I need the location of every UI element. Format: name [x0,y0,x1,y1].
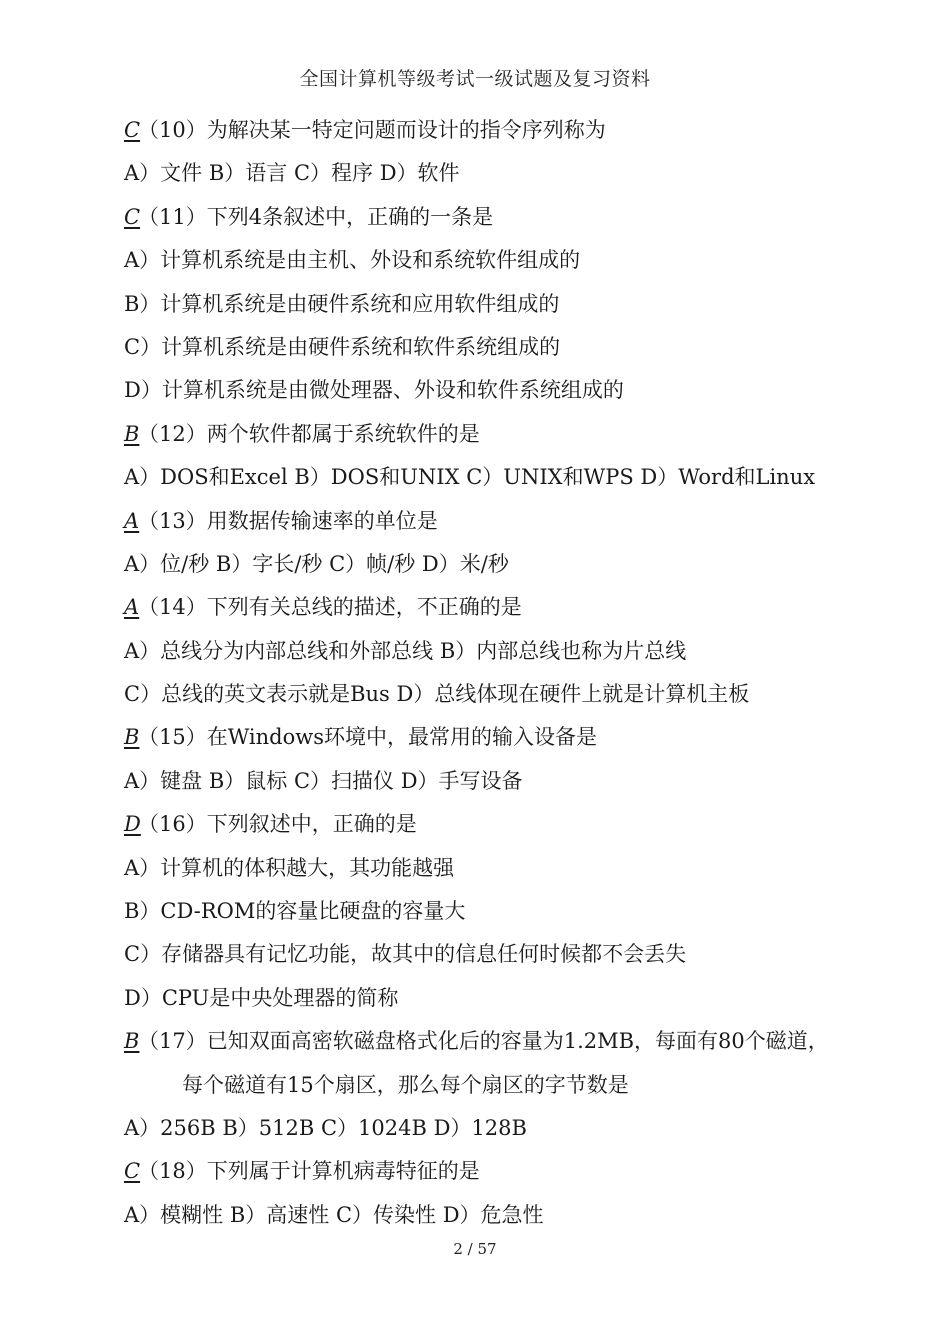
question-line [124,716,884,759]
question-text: （17）已知双面高密软磁盘格式化后的容量为1.2MB，每面有80个磁道， [138,1029,829,1054]
question-line [124,1150,884,1193]
option-line [124,1194,884,1237]
question-list [124,109,884,1237]
option-line [124,1107,884,1150]
option-text: A）计算机系统是由主机、外设和系统软件组成的 [124,248,581,273]
question-line [124,196,884,239]
option-line [124,152,884,195]
answer-mark: A [124,595,140,620]
question-line [124,803,884,846]
option-line [124,673,884,716]
option-text: C）存储器具有记忆功能，故其中的信息任何时候都不会丢失 [124,942,687,967]
option-text: C）计算机系统是由硬件系统和软件系统组成的 [124,334,561,359]
option-text: C）总线的英文表示就是Bus D）总线体现在硬件上就是计算机主板 [124,682,750,707]
answer-mark: B [124,421,140,446]
question-text: （18）下列属于计算机病毒特征的是 [138,1159,480,1184]
option-line [124,977,884,1020]
option-text: A）位/秒 B）字长/秒 C）帧/秒 D）米/秒 [124,551,509,576]
option-line [124,326,884,369]
option-line [124,456,884,499]
option-line [124,283,884,326]
option-text: A）模糊性 B）高速性 C）传染性 D）危急性 [124,1202,544,1227]
question-text: （10）为解决某一特定问题而设计的指令序列称为 [138,118,606,142]
option-line [124,847,884,890]
option-text: B）CD-ROM的容量比硬盘的容量大 [124,899,466,924]
option-text: A）总线分为内部总线和外部总线 B）内部总线也称为片总线 [124,638,687,663]
option-text: A）256B B）512B C）1024B D）128B [124,1115,527,1140]
question-text: （11）下列4条叙述中，正确的一条是 [138,204,494,229]
answer-mark: C [124,1159,141,1184]
page-number: 2 / 57 [453,1240,497,1258]
option-text: A）文件 B）语言 C）程序 D）软件 [124,161,460,186]
option-line [124,239,884,282]
question-text: （15）在Windows环境中，最常用的输入设备是 [138,725,598,750]
question-text: （16）下列叙述中，正确的是 [138,812,417,837]
question-line [124,1020,884,1063]
answer-mark: C [124,204,141,229]
page-header-title: 全国计算机等级考试一级试题及复习资料 [299,68,651,90]
option-line [124,630,884,673]
option-text: A）计算机的体积越大，其功能越强 [124,855,455,880]
answer-mark: B [124,1029,140,1054]
option-text: A）键盘 B）鼠标 C）扫描仪 D）手写设备 [124,768,523,793]
option-line [124,933,884,976]
answer-mark: C [124,118,141,142]
question-text: （12）两个软件都属于系统软件的是 [138,421,480,446]
option-line [124,760,884,803]
answer-mark: B [124,725,140,750]
answer-mark: A [124,508,140,533]
answer-mark: D [124,812,141,837]
option-text: B）计算机系统是由硬件系统和应用软件组成的 [124,291,560,316]
option-line [124,369,884,412]
question-text: （14）下列有关总线的描述，不正确的是 [138,595,522,620]
question-text: （13）用数据传输速率的单位是 [138,508,438,533]
option-line [124,543,884,586]
option-text: D）CPU是中央处理器的简称 [124,985,399,1010]
question-line [124,586,884,629]
question-text-continuation: 每个磁道有15个扇区，那么每个扇区的字节数是 [182,1072,629,1097]
question-line [124,500,884,543]
question-line [124,109,884,152]
question-line [124,413,884,456]
option-text: D）计算机系统是由微处理器、外设和软件系统组成的 [124,378,624,403]
option-text: A）DOS和Excel B）DOS和UNIX C）UNIX和WPS D）Word和Linux [124,465,816,490]
option-line [124,890,884,933]
